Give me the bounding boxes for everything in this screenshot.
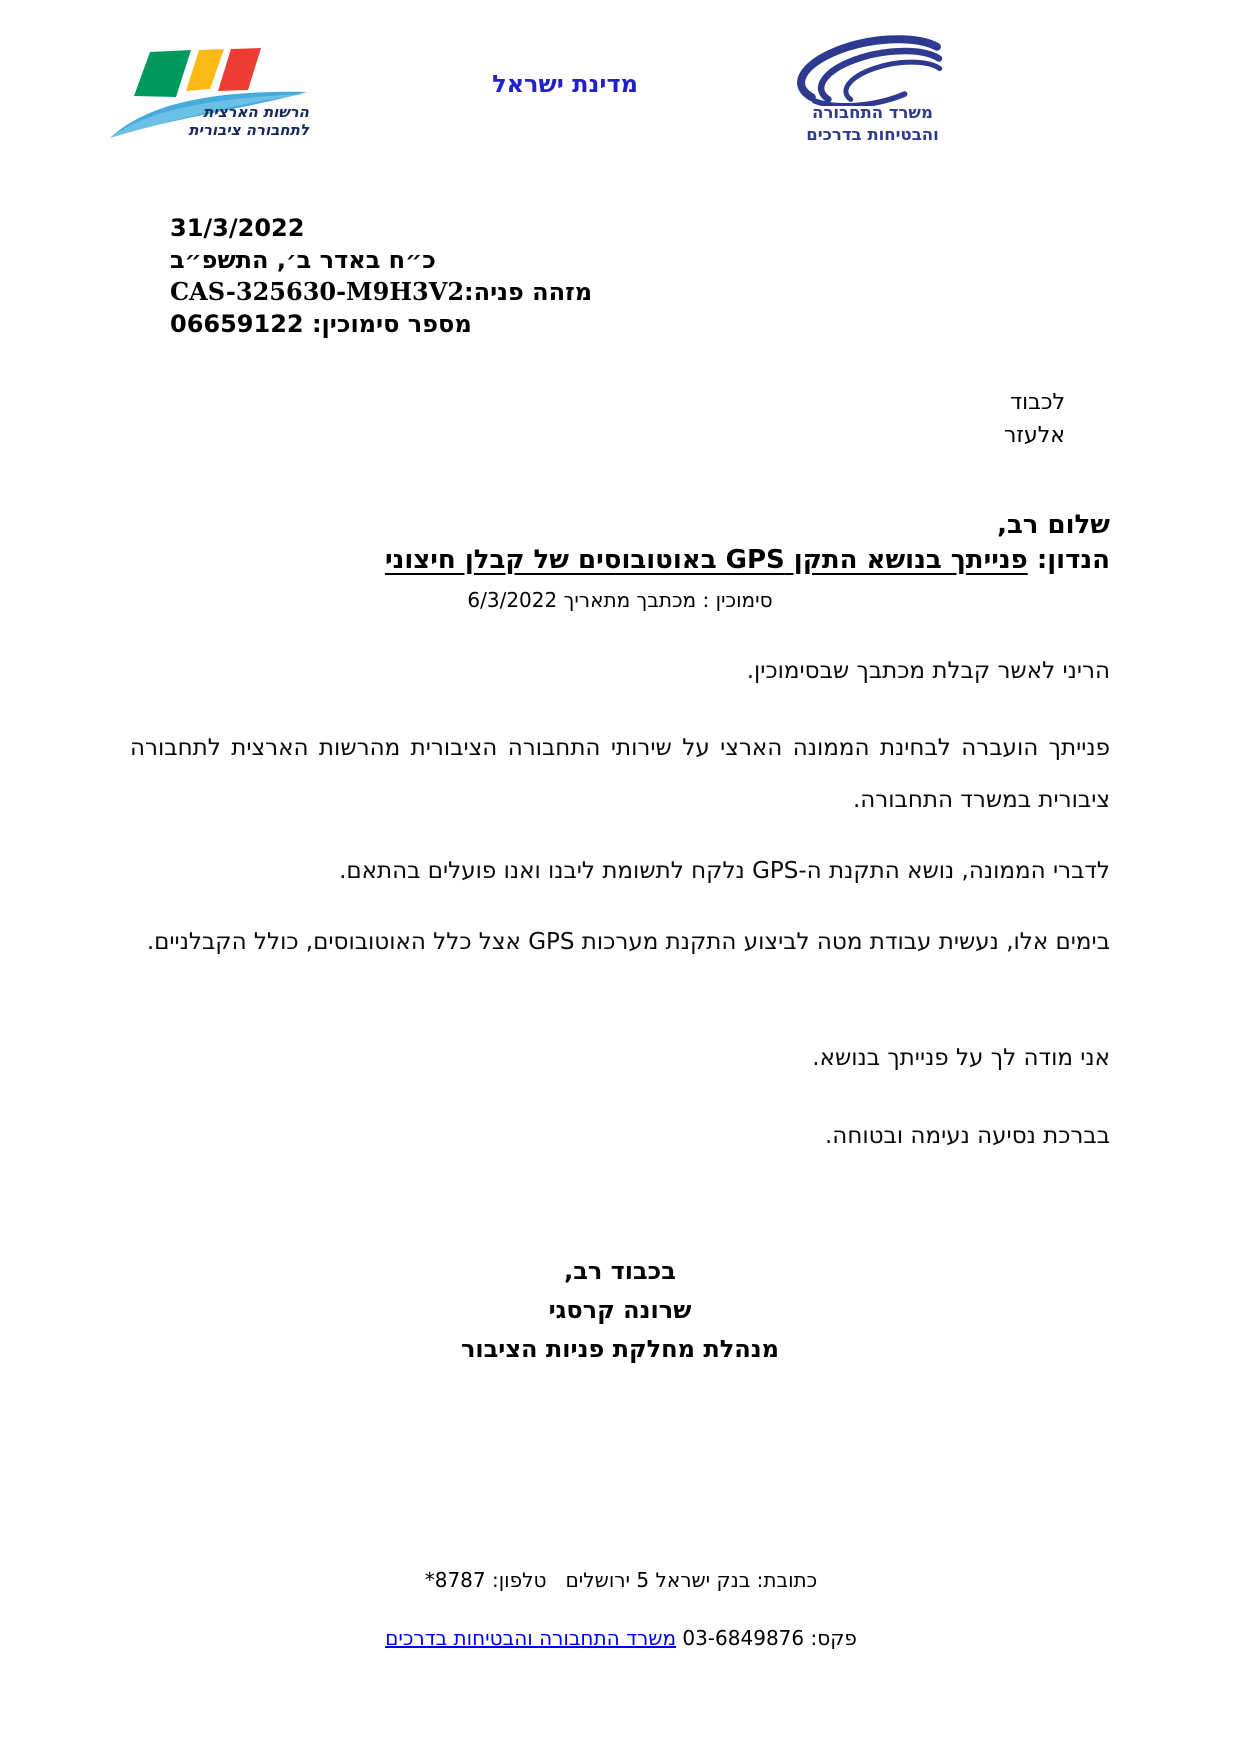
addressee-salutation: לכבוד: [1010, 390, 1065, 415]
body-paragraph: בימים אלו, נעשית עבודת מטה לביצוע התקנת מערכות GPS אצל כלל האוטובוסים, כולל הקבלניים.: [146, 929, 1110, 955]
signature-closing: בכבוד רב,: [564, 1257, 676, 1285]
date-gregorian: 31/3/2022: [170, 214, 305, 242]
npta-logo-text-line2: לתחבורה ציבורית: [188, 121, 309, 139]
body-paragraph: הריני לאשר קבלת מכתבך שבסימוכין.: [746, 658, 1110, 684]
body-paragraph: בברכת נסיעה נעימה ובטוחה.: [825, 1123, 1110, 1149]
state-of-israel-title: מדינת ישראל: [492, 70, 638, 98]
ministry-logo-icon: [790, 28, 955, 106]
subject-label: הנדון:: [1027, 545, 1110, 575]
footer-address-line: כתובת: בנק ישראל 5 ירושלים טלפון: 8787*: [424, 1568, 818, 1592]
ministry-logo-text-line2: והבטיחות בדרכים: [806, 125, 939, 144]
case-id-line: [170, 276, 690, 308]
signature-name: שרונה קרסגי: [548, 1296, 692, 1324]
ministry-logo: [790, 28, 955, 163]
addressee-name: אלעזר: [1003, 423, 1065, 448]
ministry-logo-text-line1: משרד התחבורה: [812, 103, 933, 122]
body-paragraph: אני מודה לך על פנייתך בנושא.: [812, 1045, 1110, 1071]
meta-block: [170, 212, 690, 340]
ministry-website-link[interactable]: משרד התחבורה והבטיחות בדרכים: [385, 1626, 677, 1650]
date-hebrew: כ״ח באדר ב׳, התשפ״ב: [170, 246, 436, 274]
subject-reference-line: סימוכין : מכתבך מתאריך 6/3/2022: [467, 588, 773, 612]
body-paragraph: פנייתך הועברה לבחינת הממונה הארצי על שירותי התחבורה הציבורית מהרשות הארצית לתחבורה ציבורית במשרד התחבורה.: [130, 735, 1110, 813]
footer-fax-label: פקס: 03-6849876: [676, 1626, 857, 1650]
addressee-block: [1004, 386, 1065, 452]
case-id-value: CAS-325630-M9H3V2: [170, 277, 465, 306]
reference-number-line: מספר סימוכין: 06659122: [170, 310, 472, 338]
case-id-label: מזהה פניה:: [464, 278, 593, 306]
signature-title: מנהלת מחלקת פניות הציבור: [460, 1335, 780, 1363]
subject-line: [130, 545, 1110, 575]
body-paragraph: לדברי הממונה, נושא התקנת ה-GPS נלקח לתשומת ליבנו ואנו פועלים בהתאם.: [339, 858, 1110, 884]
footer-fax-line: [0, 1626, 1242, 1650]
signature-block: [130, 1252, 1110, 1369]
npta-logo-text-line1: הרשות הארצית: [203, 103, 309, 121]
subject-text: פנייתך בנושא התקן GPS באוטובוסים של קבלן חיצוני: [384, 545, 1028, 575]
npta-logo: [100, 36, 315, 151]
greeting: שלום רב,: [997, 510, 1110, 540]
